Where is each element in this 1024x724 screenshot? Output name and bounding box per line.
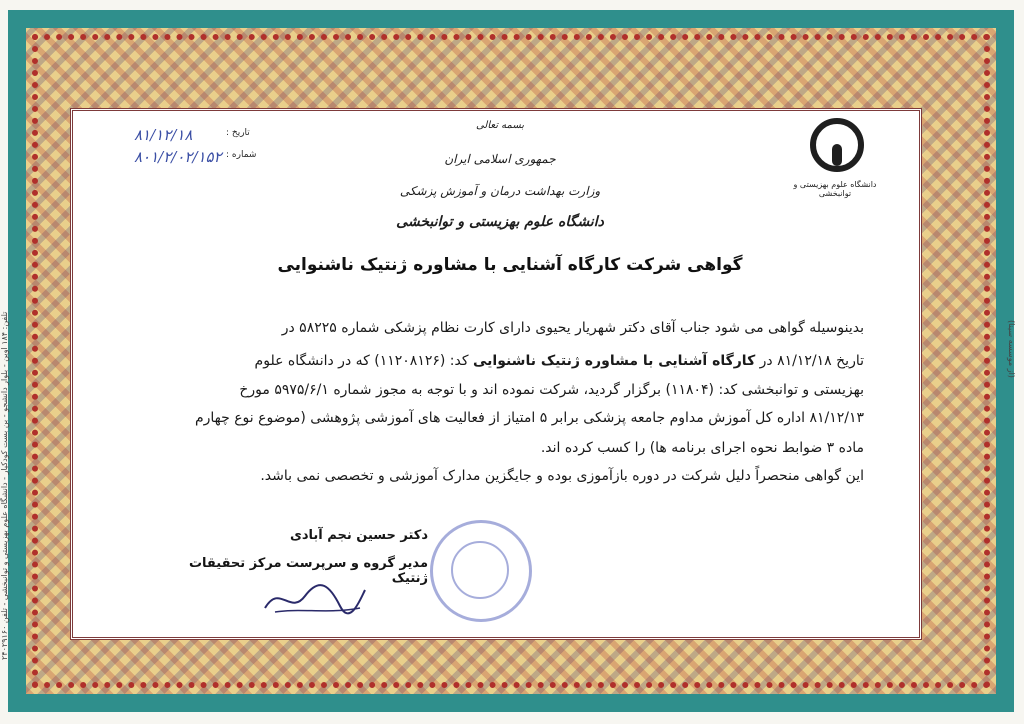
university-logo-icon [810, 118, 864, 172]
number-row [134, 148, 264, 166]
workshop-name: کارگاه آشنایی با مشاوره ژنتیک ناشنوایی [472, 353, 756, 369]
bismillah: بسمه تعالی [475, 120, 525, 131]
signatory-position: مدیر گروه و سرپرست مرکز تحقیقات ژنتیک [188, 556, 428, 586]
number-label: شماره : [226, 150, 257, 160]
body-line-1: بدینوسیله گواهی می شود جناب آقای دکتر شهریار یحیوی دارای کارت نظام پزشکی شماره ۵۸۲۲۵ در [281, 320, 864, 336]
handwritten-signature-icon [260, 578, 370, 618]
date-row [134, 126, 264, 144]
body-line-3: بهزیستی و توانبخشی کد: (۱۱۸۰۴) برگزار گردید، شرکت نموده اند و با توجه به مجوز شماره ۵۹۷۵/۶/۱ مورخ [239, 382, 864, 398]
body-line-5: ماده ۳ ضوابط نحوه اجرای برنامه ها) را کسب کرده اند. [540, 440, 864, 456]
signatory-name: دکتر حسین نجم آبادی [289, 528, 428, 543]
logo-caption: دانشگاه علوم بهزیستی و توانبخشی [793, 180, 877, 198]
official-stamp-icon [430, 520, 532, 622]
republic-name: جمهوری اسلامی ایران [444, 152, 556, 166]
certificate-title: گواهی شرکت کارگاه آشنایی با مشاوره ژنتیک ناشنوایی [277, 255, 743, 275]
university-name: دانشگاه علوم بهزیستی و توانبخشی [396, 214, 604, 230]
body-line-4: ۸۱/۱۲/۱۳ اداره کل آموزش مداوم جامعه پزشکی برابر ۵ امتیاز از فعالیت های آموزشی پژوهشی (موضوع نوع چهارم [194, 410, 864, 426]
body-line-2-a: تاریخ ۸۱/۱۲/۱۸ در [755, 353, 864, 369]
ministry-name: وزارت بهداشت درمان و آموزش پزشکی [399, 184, 601, 198]
date-value: ۸۱/۱۲/۱۸ [134, 126, 193, 144]
footer-address-left: تلفن: ۱۸۴ اوین - بلوار دانشجو - بن بست کودکیار - دانشگاه علوم بهزیستی و توانبخشی - تلفن ۲۴۰۲۹۱۶۰ [0, 311, 9, 660]
number-value: ۸۰۱/۲/۰۲/۱۵۲ [134, 148, 222, 166]
footer-note-right: (از موسسه سینا) [1007, 320, 1016, 378]
body-line-2-c: کد: (۱۱۲۰۸۱۲۶) که در دانشگاه علوم [254, 353, 473, 369]
body-line-6: این گواهی منحصراً دلیل شرکت در دوره بازآموزی بوده و جایگزین مدارک آموزشی و تخصصی نمی باشد. [260, 468, 864, 484]
body-line-2 [144, 353, 864, 369]
date-label: تاریخ : [226, 128, 250, 138]
